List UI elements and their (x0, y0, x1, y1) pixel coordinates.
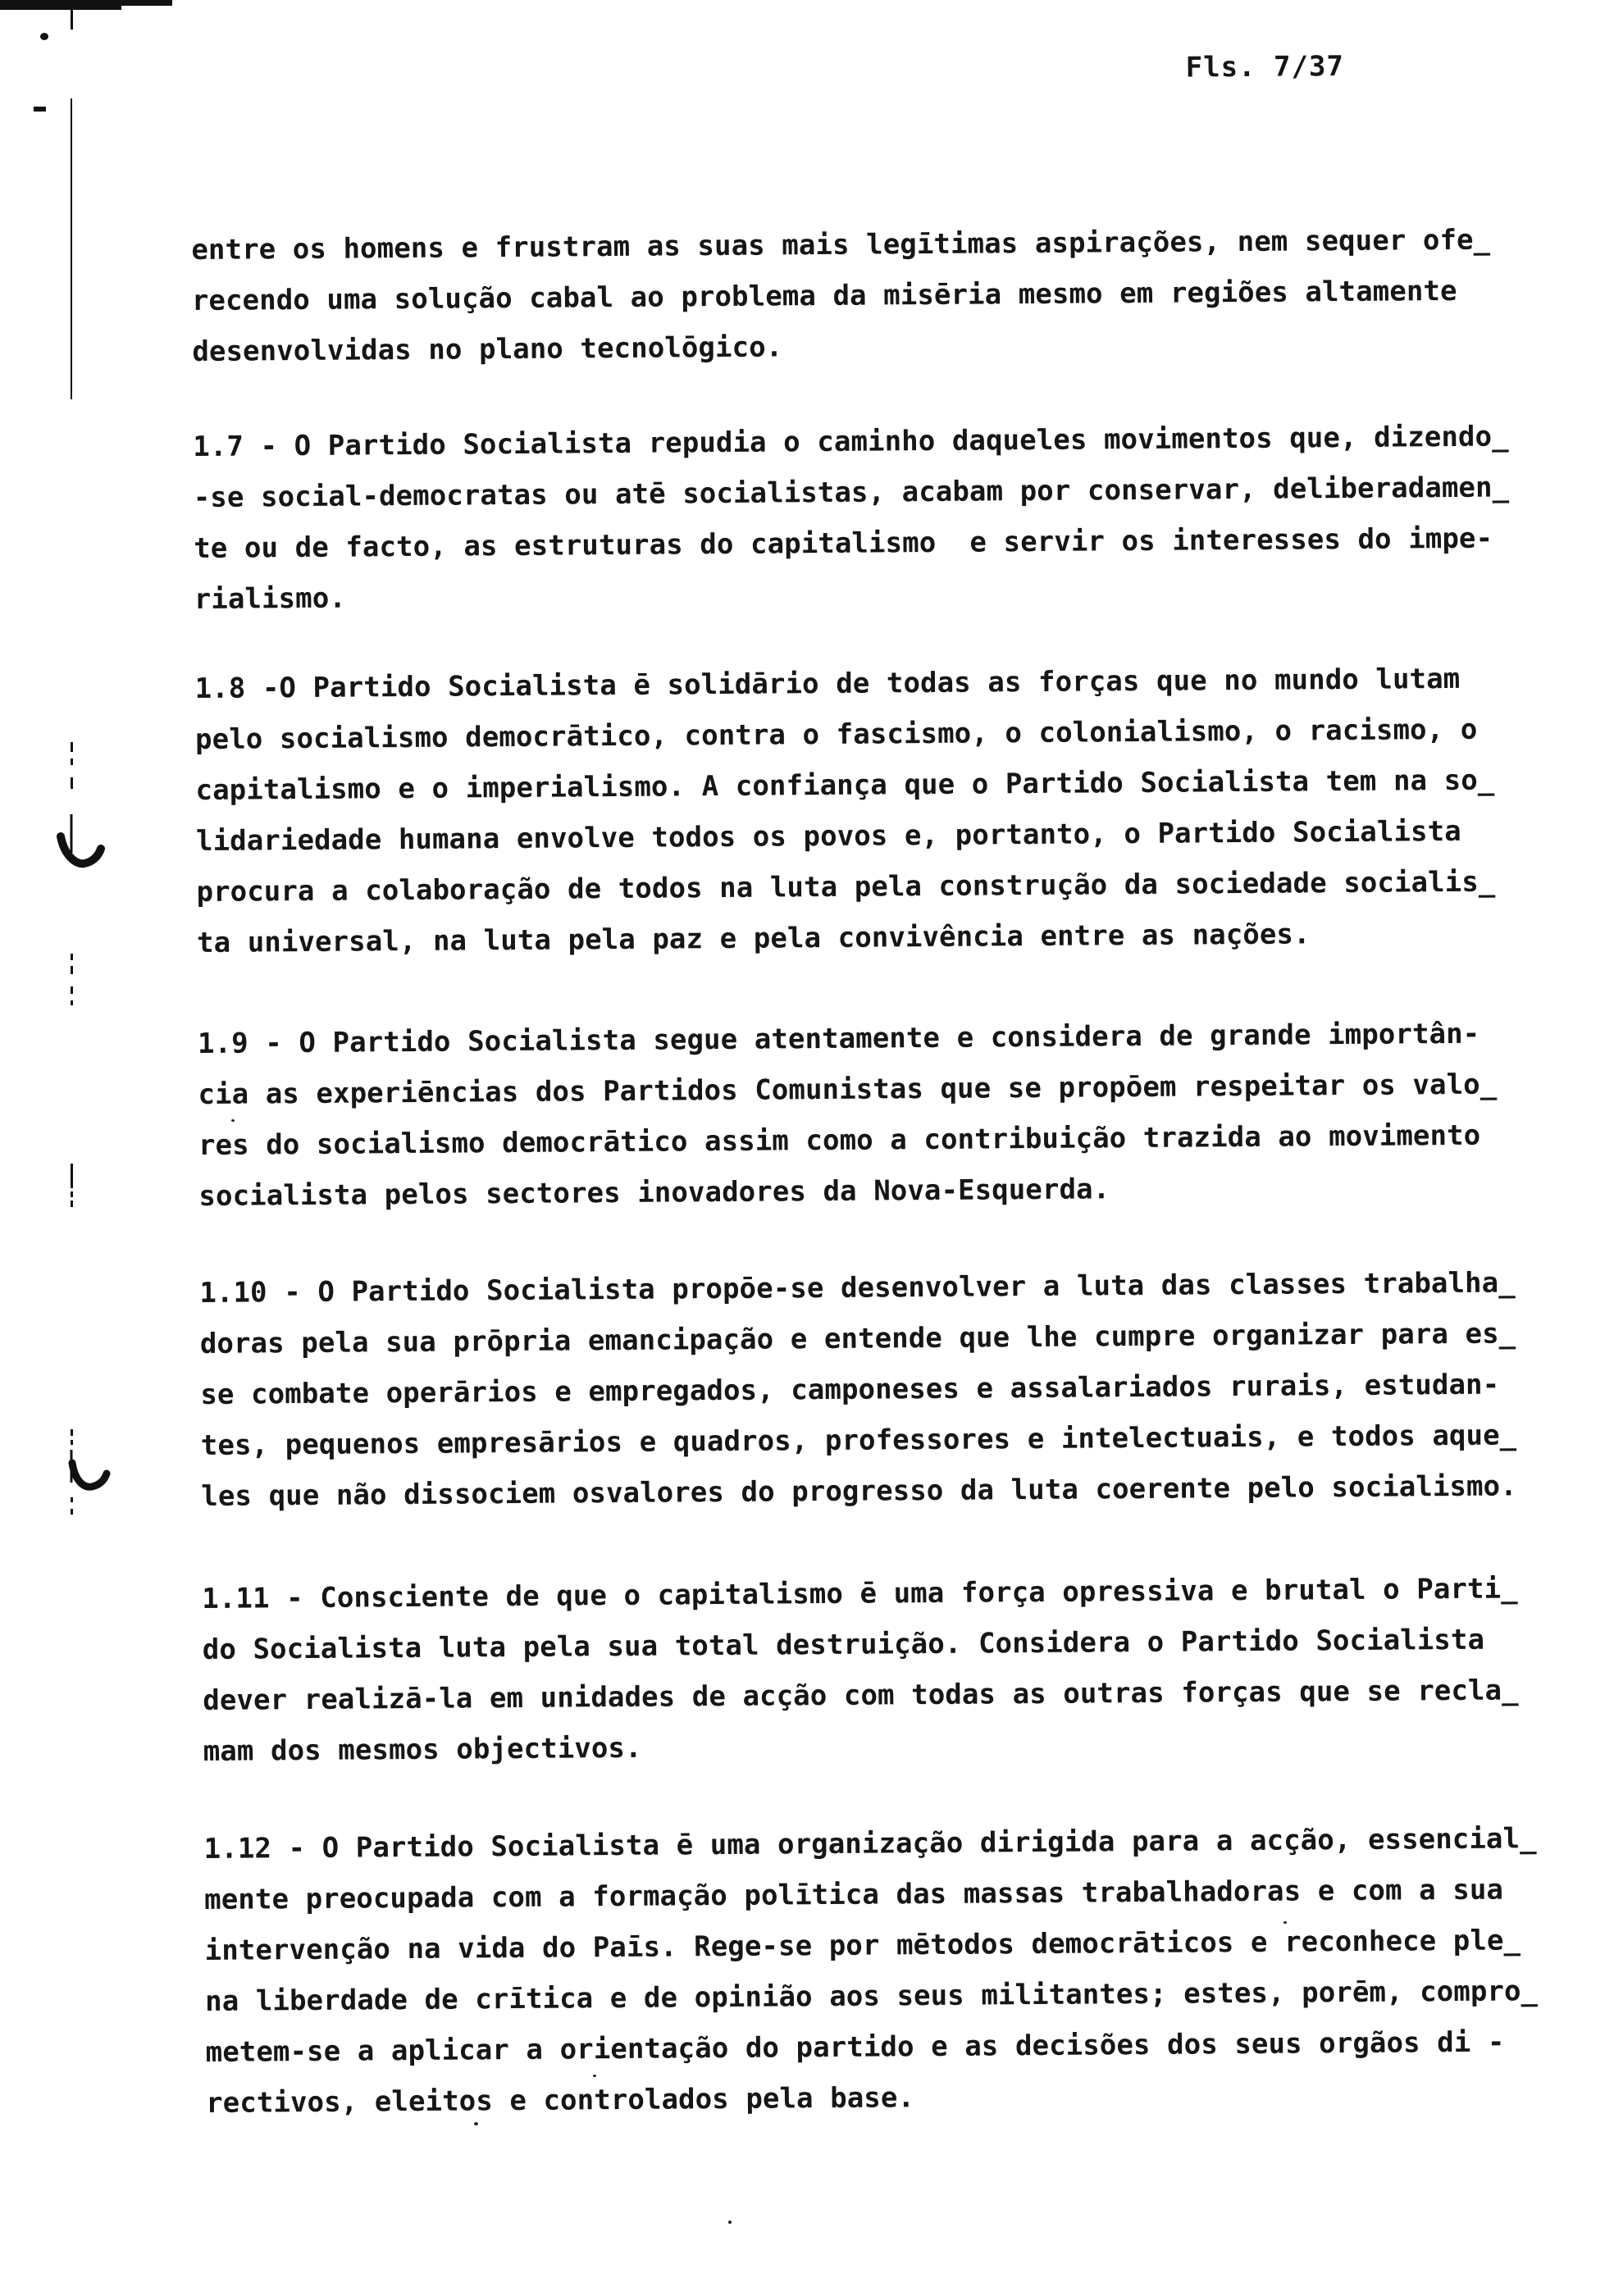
text-line: na liberdade de crītica e de opinião aos seus militantes; estes, porēm, compro̲ (205, 1975, 1539, 2018)
text-line: pelo socialismo democrātico, contra o fascismo, o colonialismo, o racismo, o (194, 713, 1478, 757)
text-line: mam dos mesmos objectivos. (203, 1731, 642, 1768)
text-line: 1.10 - O Partido Socialista propōe-se desenvolver a luta das classes trabalha̲ (199, 1266, 1516, 1310)
paragraph-1-9 (198, 1008, 1561, 1222)
text-line: socialista pelos sectores inovadores da Nova-Esquerda. (198, 1173, 1110, 1213)
text-line: se combate operārios e empregados, camponeses e assalariados rurais, estudan- (200, 1368, 1500, 1411)
text-line: do Socialista luta pela sua total destruição. Considera o Partido Socialista (202, 1623, 1485, 1666)
text-line: capitalismo e o imperialismo. A confiança que o Partido Socialista tem na so̲ (195, 763, 1495, 808)
text-line: te ou de facto, as estruturas do capitalismo e servir os interesses do impe- (194, 522, 1493, 566)
paragraph-intro-continuation (191, 214, 1553, 377)
text-line: rialismo. (194, 581, 347, 617)
text-line: 1.12 - O Partido Socialista ē uma organização dirigida para a acção, essencial̲ (203, 1822, 1537, 1866)
paragraph-1-11 (202, 1563, 1565, 1777)
text-line: tes, pequenos empresārios e quadros, professores e intelectuais, e todos aque̲ (200, 1419, 1517, 1462)
text-line: recendo uma solução cabal ao problema da misēria mesmo em regiões altamente (191, 274, 1457, 318)
text-line: les que não dissociem osvalores do progresso da luta coerente pelo socialismo. (201, 1469, 1517, 1513)
text-line: intervenção na vida do Paīs. Rege-se por mētodos democrāticos e reconhece ple̲ (204, 1924, 1521, 1967)
text-line: dever realizā-la em unidades de acção com todas as outras forças que se recla̲ (203, 1674, 1519, 1717)
text-line: -se social-democratas ou atē socialistas, acabam por conservar, deliberadamen̲ (193, 471, 1510, 515)
text-line: metem-se a aplicar a orientação do partido e as decisões dos seus orgãos di - (205, 2025, 1505, 2069)
paragraph-1-12 (203, 1813, 1567, 2129)
text-line: lidariedade humana envolve todos os povos e, portanto, o Partido Socialista (195, 814, 1461, 859)
text-line: 1.8 -O Partido Socialista ē solidārio de todas as forças que no mundo lutam (194, 662, 1461, 706)
text-line: res do socialismo democrātico assim como a contribuição trazida ao movimento (198, 1118, 1481, 1162)
text-line: 1.9 - O Partido Socialista segue atentamente e considera de grande importân- (197, 1017, 1480, 1061)
text-line: 1.7 - O Partido Socialista repudia o caminho daqueles movimentos que, dizendo̲ (193, 420, 1509, 464)
text-line: desenvolvidas no plano tecnolōgico. (192, 330, 783, 369)
text-line: ta universal, na luta pela paz e pela convivência entre as nações. (196, 918, 1311, 960)
paragraph-1-10 (199, 1257, 1562, 1522)
text-line: doras pela sua prōpria emancipação e entende que lhe cumpre organizar para es̲ (199, 1317, 1516, 1360)
text-line: procura a colaboração de todos na luta pela construção da sociedade socialis̲ (196, 865, 1496, 909)
text-line: entre os homens e frustram as suas mais legītimas aspirações, nem sequer ofe̲ (191, 223, 1491, 267)
page-number: Fls. 7/37 (1185, 49, 1345, 84)
text-line: cia as experiēncias dos Partidos Comunistas que se propōem respeitar os valo̲ (198, 1068, 1498, 1112)
text-line: 1.11 - Consciente de que o capitalismo ē uma força opressiva e brutal o Parti̲ (202, 1572, 1518, 1615)
text-line: mente preocupada com a formação polītica das massas trabalhadoras e com a sua (204, 1873, 1504, 1916)
paragraph-1-7 (193, 411, 1556, 625)
paragraph-1-8 (194, 653, 1558, 968)
text-line: rectivos, eleitos e controlados pela base. (205, 2081, 915, 2120)
